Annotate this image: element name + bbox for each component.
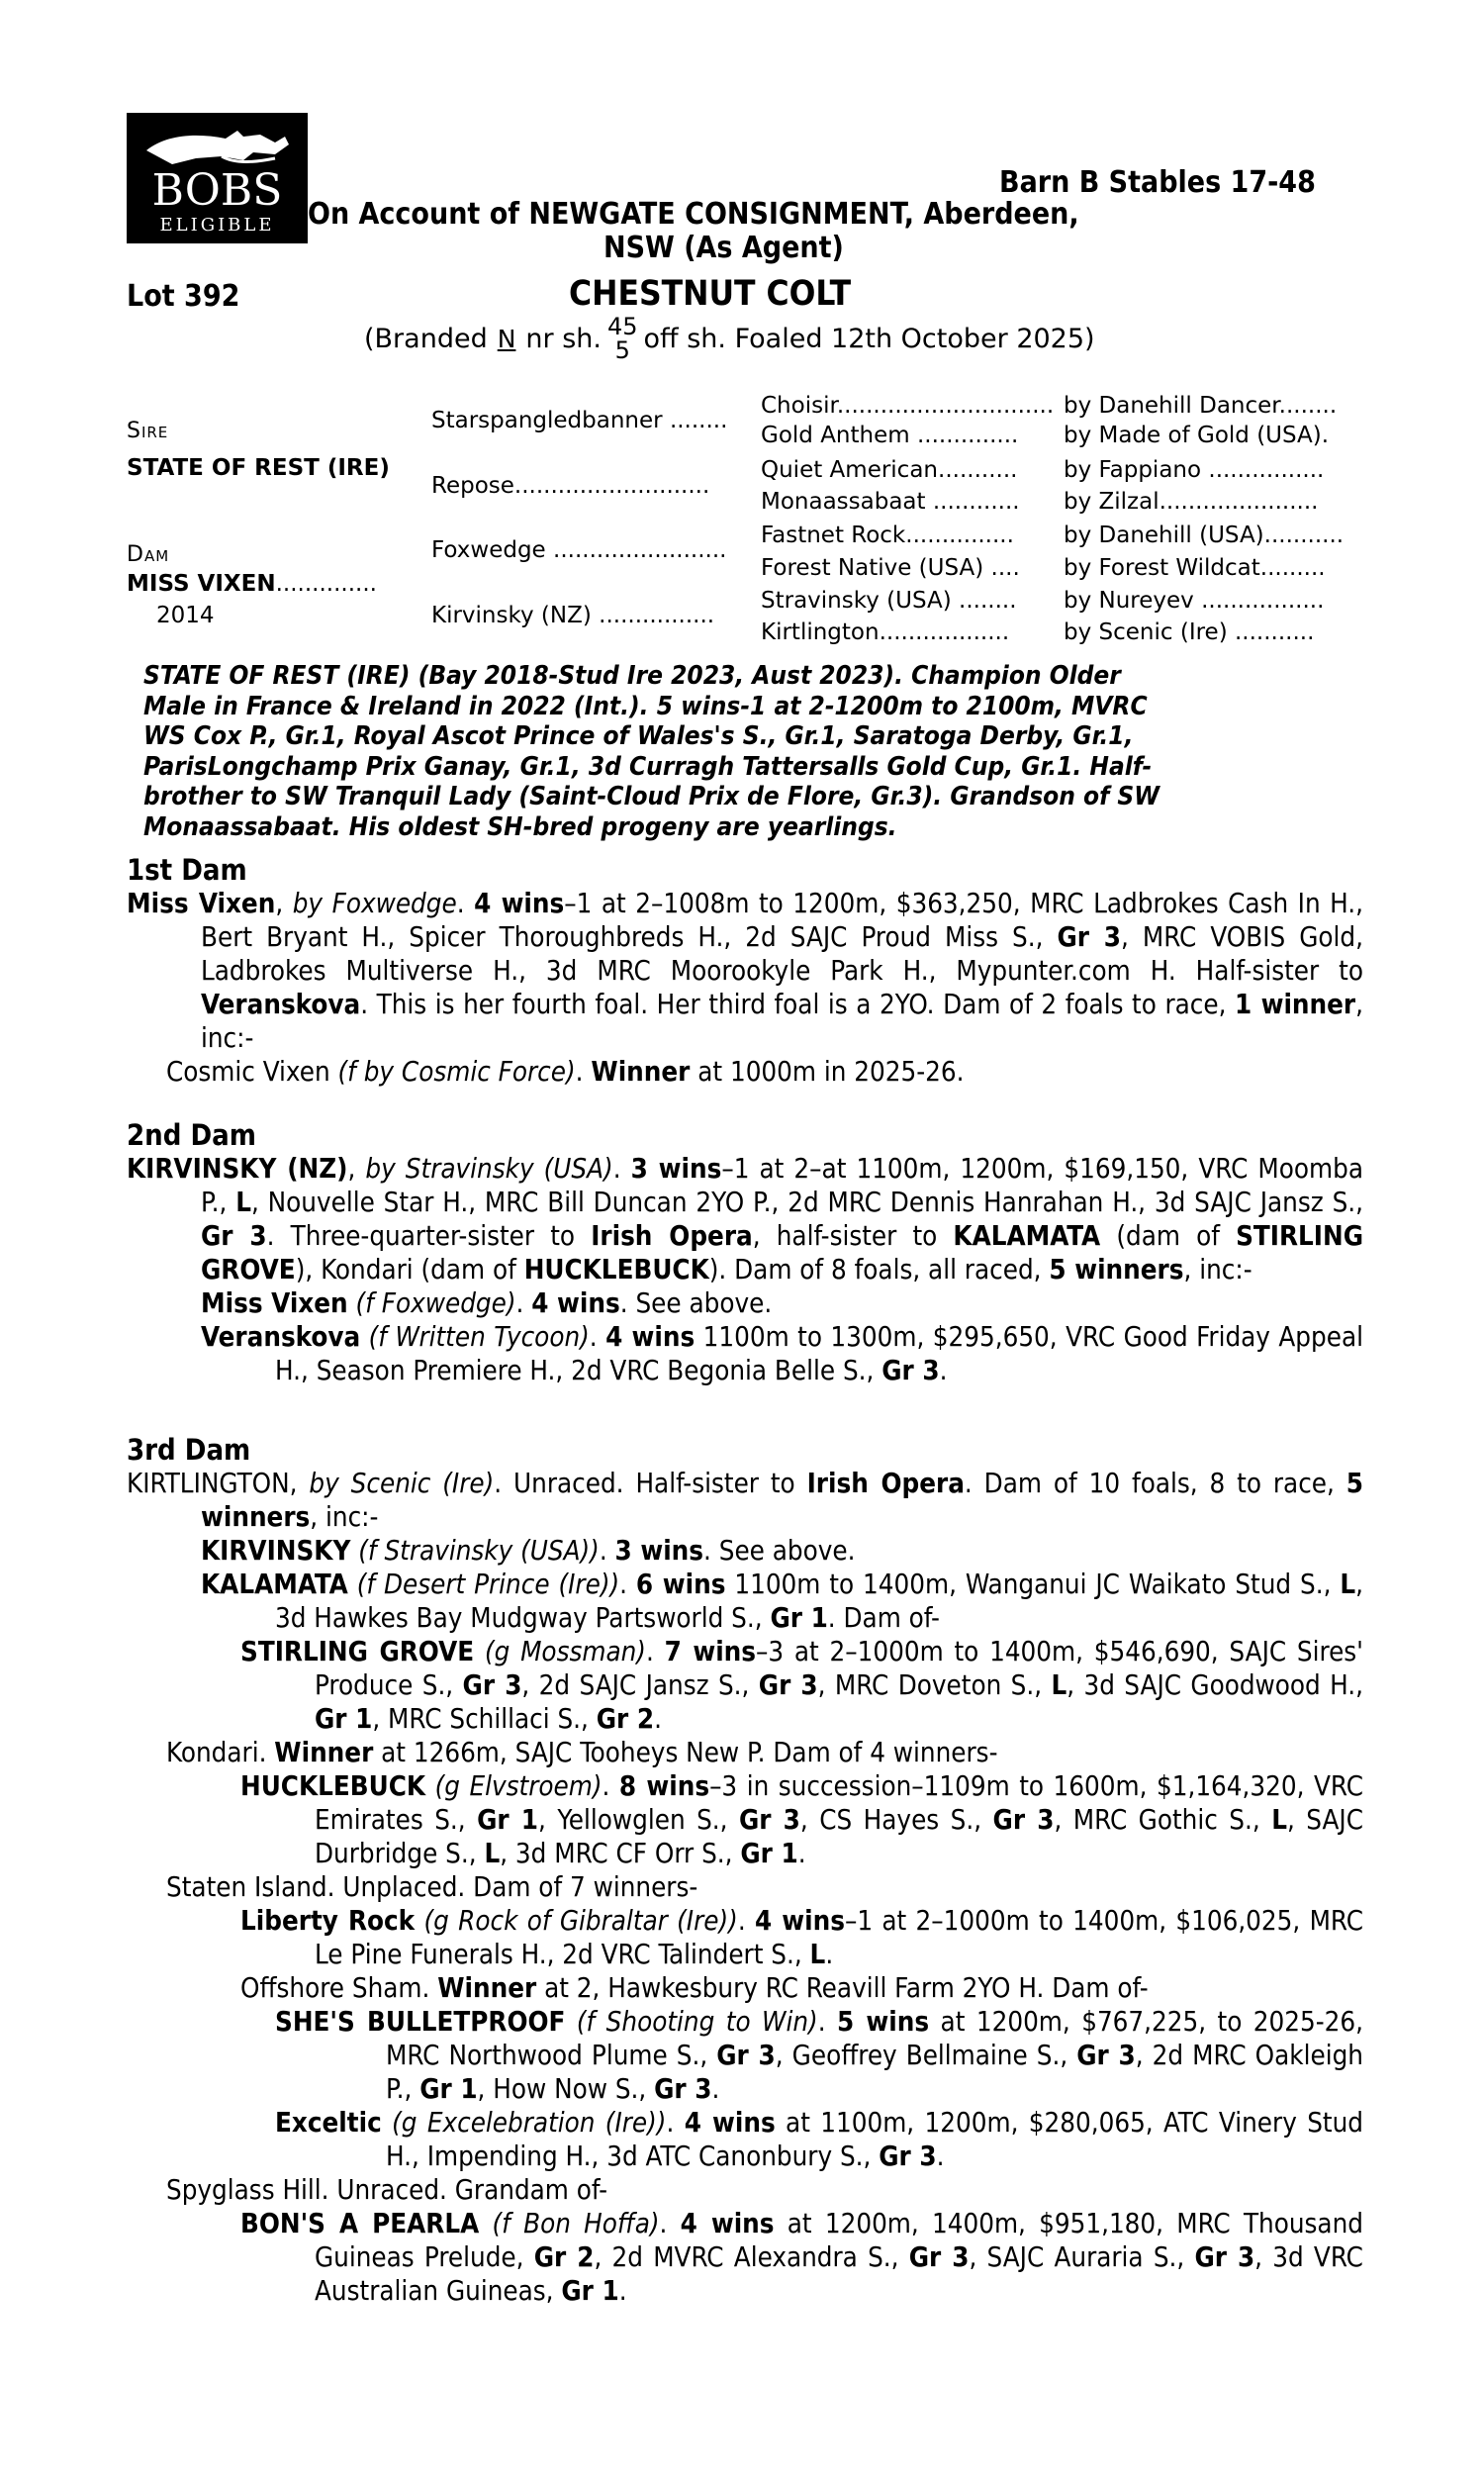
- brand-fraction-top: 45: [606, 313, 638, 340]
- bobs-eligible-logo: [127, 113, 308, 243]
- third-dam-grand-progeny: Offshore Sham. Winner at 2, Hawkesbury RC Reavill Farm 2YO H. Dam of-: [240, 1972, 1149, 2004]
- gen3-6: Forest Native (USA) ....: [761, 555, 1020, 581]
- third-dam-grand-progeny: Liberty Rock (g Rock of Gibraltar (Ire)). 4 wins–1 at 2–1000m to 1400m, $106,025, MRC Le Pine Funerals H., 2d VRC Talindert S., L.: [240, 1905, 1364, 1970]
- third-dam-progeny: KALAMATA (f Desert Prince (Ire)). 6 wins 1100m to 1400m, Wanganui JC Waikato Stud S., L, 3d Hawkes Bay Mudgway Partsworld S., Gr 1. Dam of-: [201, 1569, 1363, 1634]
- third-dam-grand-progeny: STIRLING GROVE (g Mossman). 7 wins–3 at 2–1000m to 1400m, $546,690, SAJC Sires' Produce S., Gr 3, 2d SAJC Jansz S., Gr 3, MRC Doveton S., L, 3d SAJC Goodwood H., Gr 1, MRC Schillaci S., Gr 2.: [240, 1636, 1363, 1735]
- first-dam-progeny: Cosmic Vixen (f by Cosmic Force). Winner at 1000m in 2025-26.: [166, 1056, 965, 1088]
- gen3-4-sire: by Zilzal......................: [1064, 489, 1319, 515]
- third-dam-heading: 3rd Dam: [127, 1433, 251, 1467]
- third-dam-progeny: Spyglass Hill. Unraced. Grandam of-: [166, 2174, 608, 2206]
- second-dam-heading: 2nd Dam: [127, 1118, 256, 1152]
- gen3-5: Fastnet Rock...............: [761, 523, 1014, 548]
- gen2-dam-sire: Foxwedge ........................: [431, 537, 727, 563]
- second-dam-section: [127, 1118, 1363, 1387]
- dam-name-line: MISS VIXEN..............: [127, 571, 377, 597]
- first-dam-section: [127, 853, 1363, 1089]
- sire-summary-line: WS Cox P., Gr.1, Royal Ascot Prince of Wales's S., Gr.1, Saratoga Derby, Gr.1,: [143, 721, 1134, 751]
- gen3-4: Monaassabaat ............: [761, 489, 1020, 515]
- third-dam-great-grand-progeny: SHE'S BULLETPROOF (f Shooting to Win). 5 wins at 1200m, $767,225, to 2025-26, MRC Northwood Plume S., Gr 3, Geoffrey Bellmaine S., Gr 3, 2d MRC Oakleigh P., Gr 1, How Now S., Gr 3.: [275, 2006, 1364, 2105]
- sire-summary-line: Monaassabaat. His oldest SH-bred progeny are yearlings.: [143, 811, 897, 842]
- brand-pre: (Branded: [364, 323, 488, 354]
- sire-name: STATE OF REST (IRE): [127, 455, 390, 481]
- lot-number: Lot 392: [127, 279, 240, 314]
- gen3-2-sire: by Made of Gold (USA).: [1064, 423, 1330, 448]
- second-dam-entry: KIRVINSKY (NZ), by Stravinsky (USA). 3 wins–1 at 2–at 1100m, 1200m, $169,150, VRC Moomba P., L, Nouvelle Star H., MRC Bill Duncan 2YO P., 2d MRC Dennis Hanrahan H., 3d SAJC Jansz S., Gr 3. Three-quarter-sister to Irish Opera, half-sister to KALAMATA (dam of STIRLING GROVE), Kondari (dam of HUCKLEBUCK). Dam of 8 foals, all raced, 5 winners, inc:-: [127, 1153, 1364, 1285]
- barn-location: Barn B Stables 17-48: [999, 165, 1316, 200]
- account-line-1: On Account of NEWGATE CONSIGNMENT, Aberdeen,: [308, 197, 1079, 232]
- first-dam-entry: Miss Vixen, by Foxwedge. 4 wins–1 at 2–1008m to 1200m, $363,250, MRC Ladbrokes Cash In H., Bert Bryant H., Spicer Thoroughbreds H., 2d SAJC Proud Miss S., Gr 3, MRC VOBIS Gold, Ladbrokes Multiverse H., 3d MRC Moorookyle Park H., Mypunter.com H. Half-sister to Veranskova. This is her fourth foal. Her third foal is a 2YO. Dam of 2 foals to race, 1 winner, inc:-: [127, 888, 1363, 1054]
- first-dam-heading: 1st Dam: [127, 853, 247, 887]
- gen3-1-sire: by Danehill Dancer........: [1064, 393, 1338, 419]
- third-dam-grand-progeny: BON'S A PEARLA (f Bon Hoffa). 4 wins at 1200m, 1400m, $951,180, MRC Thousand Guineas Prelude, Gr 2, 2d MVRC Alexandra S., Gr 3, SAJC Auraria S., Gr 3, 3d VRC Australian Guineas, Gr 1.: [240, 2208, 1363, 2307]
- third-dam-progeny: Kondari. Winner at 1266m, SAJC Tooheys New P. Dam of 4 winners-: [166, 1737, 998, 1768]
- sire-summary-line: Male in France & Ireland in 2022 (Int.). 5 wins-1 at 2-1200m to 2100m, MVRC: [143, 691, 1148, 721]
- gen2-dam-dam: Kirvinsky (NZ) ................: [431, 603, 715, 628]
- brand-line: [364, 315, 1095, 362]
- sire-summary-line: STATE OF REST (IRE) (Bay 2018-Stud Ire 2023, Aust 2023). Champion Older: [143, 661, 1121, 691]
- brand-fraction: [607, 315, 638, 362]
- gen3-6-sire: by Forest Wildcat.........: [1064, 555, 1326, 581]
- dam-foal-year: 2014: [156, 603, 215, 628]
- gen3-5-sire: by Danehill (USA)...........: [1064, 523, 1345, 548]
- account-line-2: NSW (As Agent): [603, 231, 844, 265]
- gen3-3-sire: by Fappiano ................: [1064, 457, 1325, 483]
- third-dam-grand-progeny: HUCKLEBUCK (g Elvstroem). 8 wins–3 in succession–1109m to 1600m, $1,164,320, VRC Emirates S., Gr 1, Yellowglen S., Gr 3, CS Hayes S., Gr 3, MRC Gothic S., L, SAJC Durbridge S., L, 3d MRC CF Orr S., Gr 1.: [240, 1770, 1363, 1869]
- gen3-3: Quiet American...........: [761, 457, 1018, 483]
- gen2-sire-dam: Repose...........................: [431, 473, 710, 499]
- second-dam-progeny: Miss Vixen (f Foxwedge). 4 wins. See above.: [201, 1287, 773, 1319]
- third-dam-entry: KIRTLINGTON, by Scenic (Ire). Unraced. Half-sister to Irish Opera. Dam of 10 foals, 8 to race, 5 winners, inc:-: [127, 1468, 1364, 1533]
- gen3-8: Kirtlington..................: [761, 619, 1010, 645]
- brand-mark: N: [497, 324, 516, 353]
- brand-fraction-bottom: 5: [614, 336, 630, 364]
- logo-text: BOBS: [151, 165, 283, 216]
- third-dam-progeny: KIRVINSKY (f Stravinsky (USA)). 3 wins. See above.: [201, 1535, 856, 1567]
- dam-label: Dam: [127, 542, 170, 567]
- gen3-8-sire: by Scenic (Ire) ...........: [1064, 619, 1315, 645]
- gen3-7-sire: by Nureyev .................: [1064, 588, 1325, 614]
- gen3-2: Gold Anthem ..............: [761, 423, 1019, 448]
- sire-summary-line: ParisLongchamp Prix Ganay, Gr.1, 3d Curragh Tattersalls Gold Cup, Gr.1. Half-: [143, 751, 1153, 782]
- sire-label: Sire: [127, 419, 169, 443]
- second-dam-progeny: Veranskova (f Written Tycoon). 4 wins 1100m to 1300m, $295,650, VRC Good Friday Appeal H., Season Premiere H., 2d VRC Begonia Belle S., Gr 3.: [201, 1321, 1363, 1386]
- third-dam-section: [127, 1433, 1363, 2308]
- gen3-1: Choisir..............................: [761, 393, 1055, 419]
- third-dam-great-grand-progeny: Exceltic (g Excelebration (Ire)). 4 wins at 1100m, 1200m, $280,065, ATC Vinery Stud H., Impending H., 3d ATC Canonbury S., Gr 3.: [275, 2107, 1363, 2172]
- brand-near-side: nr sh.: [525, 323, 602, 354]
- gen2-sire-sire: Starspangledbanner ........: [431, 408, 728, 433]
- gen3-7: Stravinsky (USA) ........: [761, 588, 1017, 614]
- lot-title: CHESTNUT COLT: [569, 274, 852, 314]
- sire-summary-line: brother to SW Tranquil Lady (Saint-Cloud Prix de Flore, Gr.3). Grandson of SW: [143, 782, 1160, 811]
- brand-off-side: off sh. Foaled 12th October 2025): [643, 323, 1095, 354]
- sire-summary: [143, 661, 1370, 842]
- third-dam-progeny: Staten Island. Unplaced. Dam of 7 winners-: [166, 1871, 698, 1903]
- logo-subtext: ELIGIBLE: [159, 215, 275, 236]
